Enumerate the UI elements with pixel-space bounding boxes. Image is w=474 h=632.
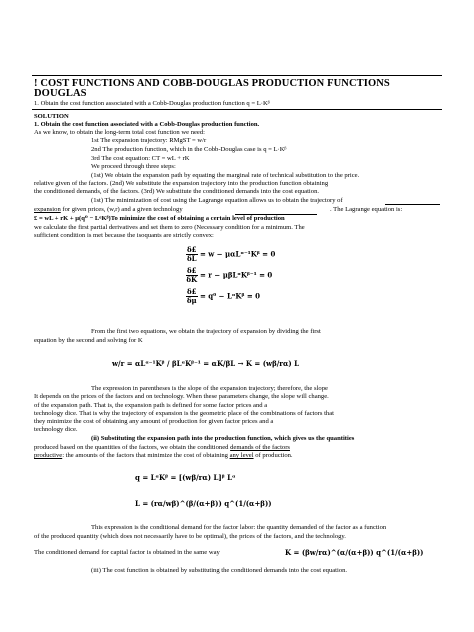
paragraph: sufficient condition is met because the isoquants are strictly convex: <box>34 232 214 239</box>
paragraph: As we know, to obtain the long-term total cost function we need: <box>34 129 205 136</box>
paragraph: of the expansion path. That is, the expansion path is defined for some factor prices and a <box>34 402 268 409</box>
text-run: : the amounts of the factors that minimize the cost of obtaining <box>62 452 230 459</box>
paragraph-line <box>34 452 293 460</box>
title-top-rule <box>32 75 442 76</box>
paragraph: (1st) We obtain the expansion path by equating the marginal rate of technical substitution to the price. <box>91 172 360 179</box>
paragraph: the conditioned demands, of the factors. (3rd) We substitute the conditioned demands into the cost equation. <box>34 188 320 195</box>
paragraph: From the first two equations, we obtain the trajectory of expansion by dividing the first <box>91 328 321 335</box>
paragraph: they minimize the cost of obtaining any amount of production for given factor prices and a <box>34 418 274 425</box>
paragraph: The expression in parentheses is the slope of the expansion trajectory; therefore, the slope <box>91 385 328 392</box>
paragraph: equation by the second and solving for K <box>34 337 143 344</box>
paragraph: The conditioned demand for capital factor is obtained in the same way <box>34 549 220 556</box>
paragraph: (iii) The cost function is obtained by substituting the conditioned demands into the cost equation. <box>91 567 348 574</box>
text-run: produced based on the quantities of the factors, we obtain the conditioned <box>34 444 231 451</box>
expansion-path-equation: w/r = αLᵅ⁻¹Kᵝ / βLᵅKᵝ⁻¹ = αK/βL → K = (wβ/rα) L <box>112 359 300 368</box>
derivative-equation-2: $\frac{\delta£}{\delta K}$ = r − μβLᵅKᵝ⁻¹ = 0 <box>186 266 273 284</box>
solution-subheading: 1. Obtain the cost function associated with a Cobb-Douglas production function. <box>34 121 260 128</box>
paragraph: relative given of the factors. (2nd) We substitute the expansion trajectory into the production function obtaining <box>34 180 329 187</box>
paragraph: It depends on the prices of the factors and on technology. When these parameters change, the slope will change. <box>34 393 329 400</box>
solution-heading: SOLUTION <box>34 113 69 120</box>
paragraph-line <box>34 444 290 452</box>
step-intro: We proceed through three steps: <box>91 163 176 170</box>
derivative-equation-1: $\frac{\delta£}{\delta L}$ = w − μαLᵅ⁻¹Kᵝ = 0 <box>186 245 276 263</box>
underlined-term: demands of the factors <box>230 444 290 451</box>
paragraph-bold: (ii) Substituting the expansion path into the production function, which gives us the quantities <box>91 435 355 442</box>
step-1: 1st The expansion trajectory: RMgST = w/r <box>91 137 207 144</box>
text-run: for given prices, (w,r) and a given technology <box>60 206 183 213</box>
capital-demand-equation: K = (βw/rα)^(α/(α+β)) q^(1/(α+β)) <box>285 548 424 557</box>
paragraph: technology dice. <box>34 426 78 433</box>
paragraph: of the produced quantity (which does not necessarily have to be optimal), the prices of the factors, and the technology. <box>34 533 346 540</box>
page-title-cont: DOUGLAS <box>34 88 87 99</box>
labor-demand-equation: L = (rα/wβ)^(β/(α+β)) q^(1/(α+β)) <box>135 499 272 508</box>
paragraph: technology dice. That is why the trajectory of expansion is the geometric place of the combinations of factors that <box>34 410 334 417</box>
paragraph: we calculate the first partial derivatives and set them to zero (Necessary condition for a minimum. The <box>34 224 305 231</box>
underlined-term: productive <box>34 452 63 459</box>
title-bottom-rule <box>32 109 442 110</box>
underlined-term: any level <box>229 452 254 459</box>
production-substitution-equation: q = LᵅKᵝ = [(wβ/rα) L]ᵝ Lᵅ <box>135 473 236 482</box>
step-3: 3rd The cost equation: CT = wL + rK <box>91 155 190 162</box>
paragraph-line <box>34 206 183 214</box>
paragraph: (1st) The minimization of cost using the Lagrange equation allows us to obtain the trajectory of <box>91 197 343 204</box>
paragraph: This expression is the conditional demand for the factor labor: the quantity demanded of the factor as a function <box>91 524 387 531</box>
text-run: of production. <box>253 452 293 459</box>
step-2: 2nd The production function, which in the Cobb-Douglas case is q = L·Kᵝ <box>91 146 287 153</box>
underlined-term: expansion <box>34 206 61 213</box>
derivative-equation-3: $\frac{\delta£}{\delta\mu}$ = q⁰ − LᵅKᵝ = 0 <box>186 287 261 305</box>
lagrange-equation-line: £ = wL + rK + μ(q⁰ − LᵅKᵝ)To minimize the cost of obtaining a certain level of production <box>34 215 285 222</box>
intro-text: 1. Obtain the cost function associated with a Cobb-Douglas production function q = L·Kᵝ <box>34 100 270 107</box>
page-title: ! COST FUNCTIONS AND COBB-DOUGLAS PRODUCTION FUNCTIONS <box>34 78 390 89</box>
underline <box>385 204 440 205</box>
paragraph: . The Lagrange equation is: <box>330 206 403 213</box>
